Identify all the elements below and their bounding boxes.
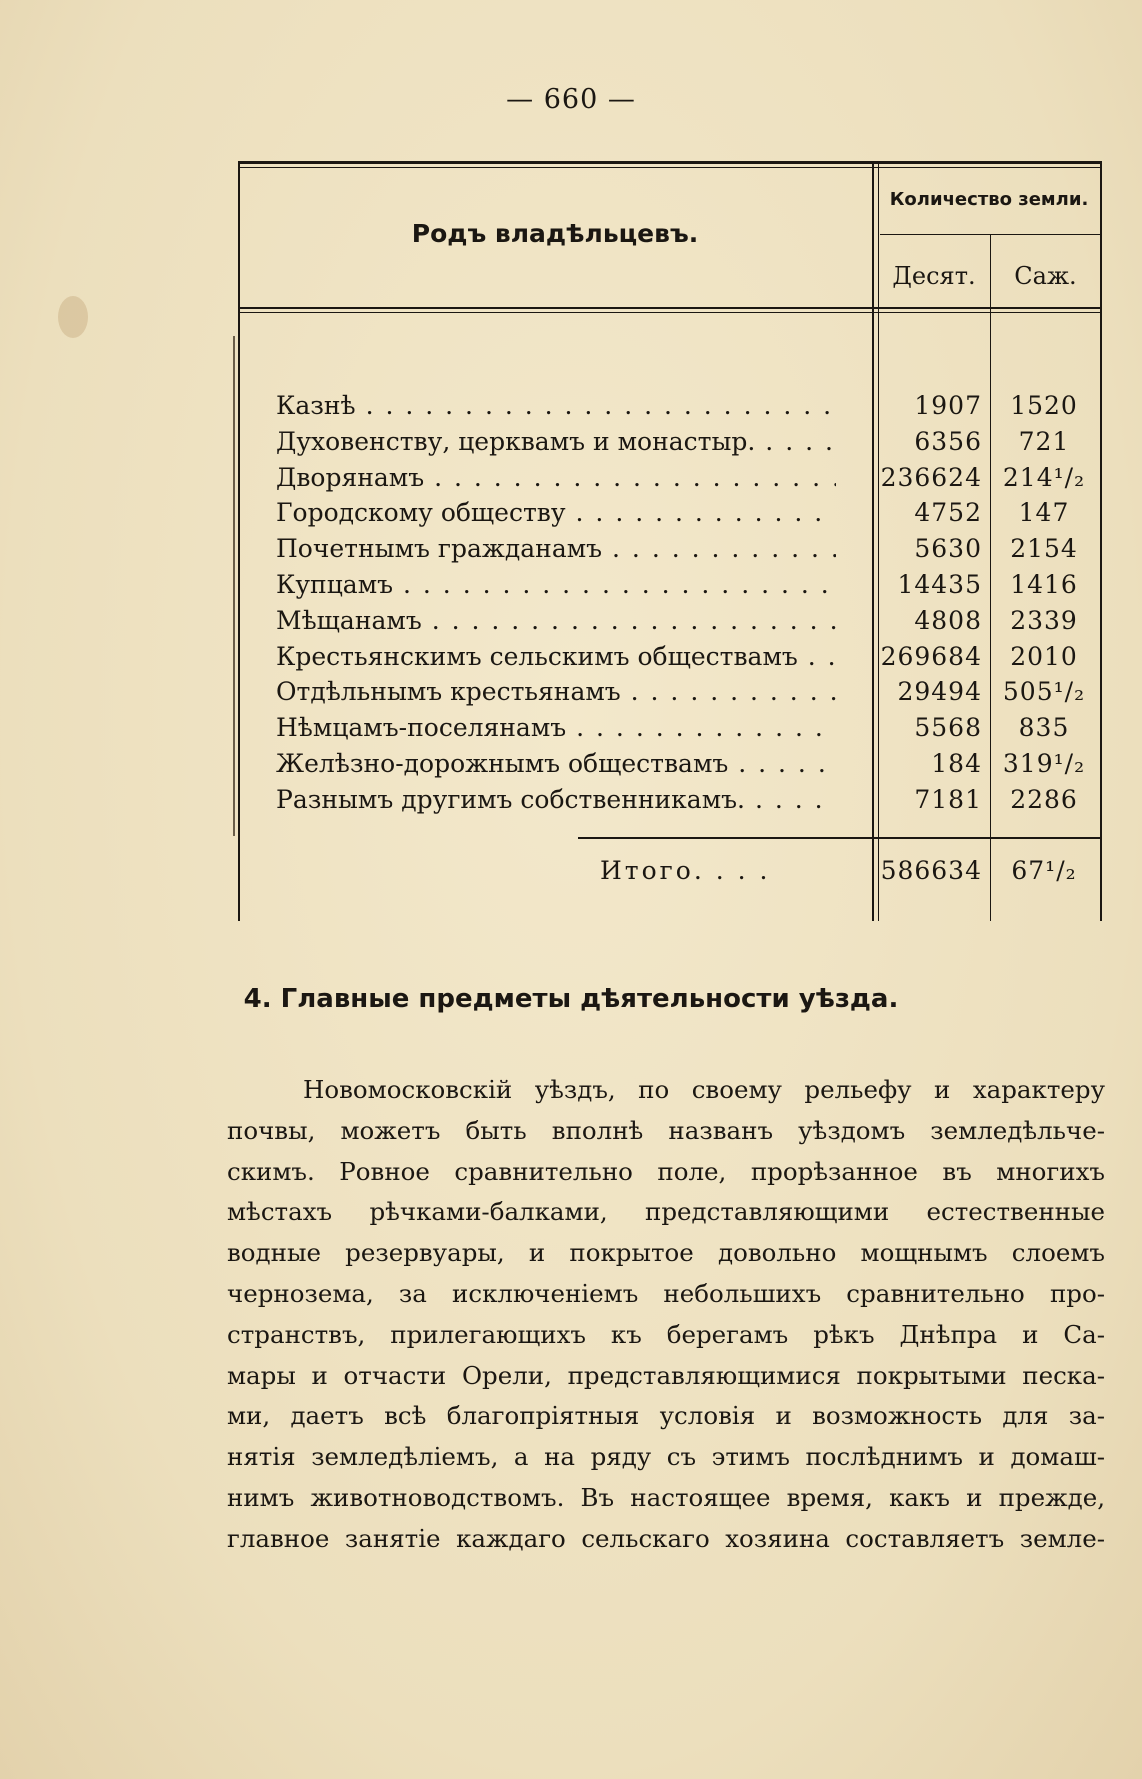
table-header-rule (238, 307, 1102, 309)
row-owner: Отдѣльнымъ крестьянамъ . . (276, 674, 836, 710)
row-sazhen: 2154 (1010, 534, 1078, 564)
text-line: водные резервуары, и покрытое довольно мощнымъ слоемъ (227, 1238, 1105, 1268)
table-row (238, 495, 1102, 531)
body-paragraph (227, 1070, 1105, 1560)
total-label: Итого. . . . (600, 856, 771, 885)
text-line: главное занятіе каждаго сельскаго хозяина составляетъ земле- (227, 1523, 1105, 1553)
total-sazhen: 67¹/₂ (1011, 856, 1077, 885)
row-owner: Казнѣ . . (276, 388, 836, 424)
table-subheader-rule (880, 234, 1102, 235)
text-line: нятія земледѣліемъ, а на ряду съ этимъ послѣднимъ и домаш- (227, 1442, 1105, 1472)
row-sazhen: 1416 (1010, 569, 1078, 599)
row-sazhen: 1520 (1010, 391, 1078, 420)
row-sazhen: 505¹/₂ (1002, 677, 1086, 707)
row-owner: Духовенству, церквамъ и монастыр. . . (276, 424, 836, 460)
row-sazhen: 2010 (1010, 641, 1078, 671)
section-heading: 4. Главные предметы дѣятельности уѣзда. (243, 984, 899, 1014)
row-owner: Крестьянскимъ сельскимъ обществамъ . . (276, 639, 836, 675)
row-owner: Мѣщанамъ . . (276, 603, 836, 639)
text-line: мары и отчасти Орели, представляющимися покрытыми песка- (227, 1360, 1105, 1390)
table-header-rule-thin (238, 312, 1102, 313)
header-owner-type: Родъ владѣльцевъ. (411, 219, 699, 248)
table-left-border-shadow (233, 336, 235, 836)
header-land-quantity: Количество земли. (889, 189, 1089, 210)
table-row (238, 710, 1102, 746)
row-owner: Почетнымъ гражданамъ . . (276, 531, 836, 567)
table-row (238, 388, 1102, 424)
row-desyatin: 5630 (914, 534, 982, 564)
table-row (238, 424, 1102, 460)
text-line: Новомосковскій уѣздъ, по своему рельефу и характеру (303, 1075, 1105, 1104)
row-desyatin: 6356 (914, 426, 982, 456)
row-desyatin: 4752 (914, 498, 982, 528)
paper-stain (58, 296, 88, 338)
table-row (238, 460, 1102, 496)
row-sazhen: 835 (1018, 713, 1070, 743)
row-desyatin: 236624 (880, 462, 982, 492)
row-sazhen: 147 (1018, 498, 1070, 528)
row-owner: Городскому обществу . . (276, 495, 836, 531)
page-number: — 660 — (506, 84, 636, 115)
row-desyatin: 5568 (914, 713, 982, 743)
table-row (238, 531, 1102, 567)
table-row (238, 567, 1102, 603)
table-row (238, 603, 1102, 639)
table-total-row (238, 851, 1102, 891)
total-desyatin: 586634 (880, 856, 982, 885)
row-sazhen: 319¹/₂ (1002, 748, 1086, 778)
header-sazhen: Саж. (1014, 262, 1077, 290)
table-row (238, 639, 1102, 675)
row-desyatin: 184 (931, 748, 982, 778)
row-desyatin: 269684 (880, 641, 982, 671)
row-desyatin: 14435 (897, 569, 982, 599)
row-sazhen: 721 (1018, 426, 1070, 456)
table-top-rule-thin (238, 167, 1102, 168)
table-row (238, 746, 1102, 782)
row-owner: Разнымъ другимъ собственникамъ. . . (276, 782, 836, 818)
row-desyatin: 4808 (914, 605, 982, 635)
row-sazhen: 214¹/₂ (1002, 462, 1086, 492)
table-total-rule (578, 837, 1102, 839)
row-desyatin: 1907 (914, 391, 982, 420)
text-line: нимъ животноводствомъ. Въ настоящее время, какъ и прежде, (227, 1482, 1105, 1512)
text-line: ми, даетъ всѣ благопріятныя условія и возможность для за- (227, 1401, 1105, 1431)
row-desyatin: 29494 (897, 677, 982, 707)
row-owner: Желѣзно-дорожнымъ обществамъ . . (276, 746, 836, 782)
landowners-table (238, 161, 1102, 921)
text-line: скимъ. Ровное сравнительно поле, прорѣзанное въ многихъ (227, 1156, 1105, 1186)
row-desyatin: 7181 (914, 784, 982, 814)
row-owner: Нѣмцамъ-поселянамъ . . (276, 710, 836, 746)
row-sazhen: 2339 (1010, 605, 1078, 635)
text-line: чернозема, за исключеніемъ небольшихъ сравнительно про- (227, 1278, 1105, 1308)
row-owner: Купцамъ . . (276, 567, 836, 603)
table-row (238, 674, 1102, 710)
table-top-rule (238, 161, 1102, 164)
header-desyatin: Десят. (892, 262, 976, 290)
row-owner: Дворянамъ . . (276, 460, 836, 496)
table-body (238, 388, 1102, 818)
text-line: мѣстахъ рѣчками-балками, представляющими естественные (227, 1197, 1105, 1227)
table-row (238, 782, 1102, 818)
text-line: странствъ, прилегающихъ къ берегамъ рѣкъ Днѣпра и Са- (227, 1319, 1105, 1349)
row-sazhen: 2286 (1010, 784, 1078, 814)
text-line: почвы, можетъ быть вполнѣ названъ уѣздомъ земледѣльче- (227, 1115, 1105, 1145)
